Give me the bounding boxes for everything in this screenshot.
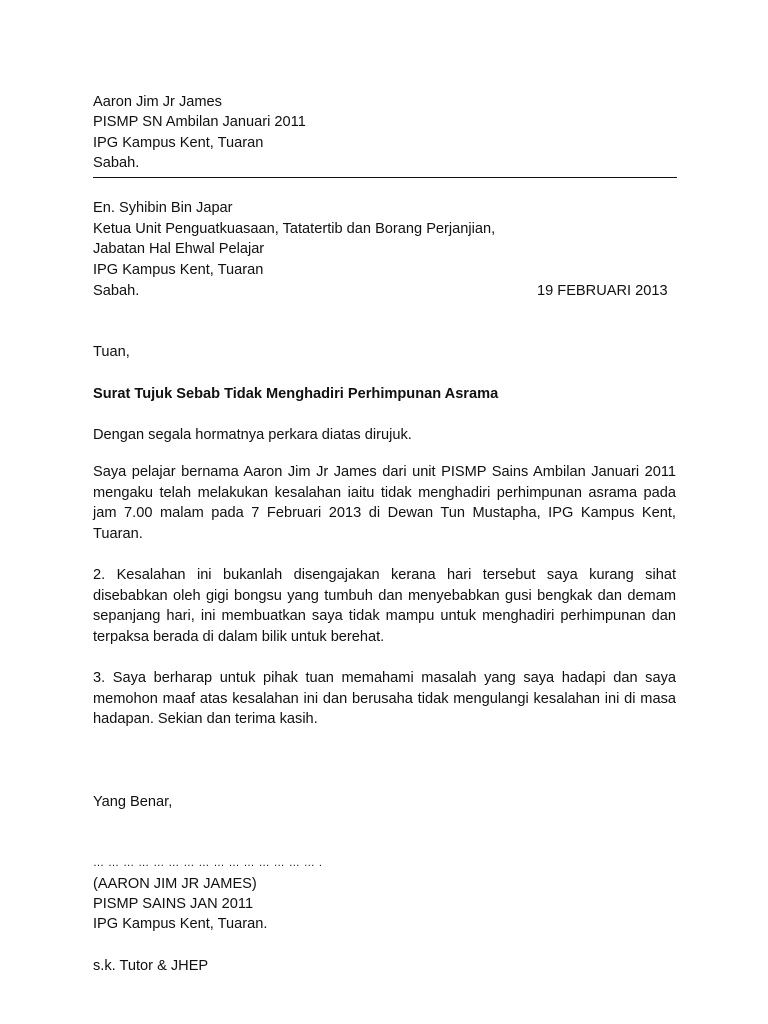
recipient-state: Sabah. — [93, 283, 140, 299]
body-intro: Dengan segala hormatnya perkara diatas dirujuk. — [93, 427, 412, 443]
signature-dots: … … … … … … … … … … … … … … … . — [93, 857, 323, 869]
sender-state: Sabah. — [93, 155, 140, 171]
recipient-department: Jabatan Hal Ehwal Pelajar — [93, 241, 265, 257]
body-paragraph-2: 2. Kesalahan ini bukanlah disengajakan kerana hari tersebut saya kurang sihat disebabkan oleh gigi bongsu yang tumbuh dan menyebabkan gusi bengkak dan demam sepanjang hari, ini membuatkan saya tidak mampu untuk menghadiri perhimpunan dan terpaksa berada di dalam bilik untuk berehat. — [93, 567, 676, 645]
letter-date: 19 FEBRUARI 2013 — [537, 283, 668, 299]
sender-name: Aaron Jim Jr James — [93, 94, 222, 110]
salutation: Tuan, — [93, 344, 130, 360]
cc-line: s.k. Tutor & JHEP — [93, 958, 209, 974]
body-paragraph-3: 3. Saya berharap untuk pihak tuan memahami masalah yang saya hadapi dan saya memohon maaf atas kesalahan ini dan berusaha tidak mengulangi kesalahan ini di masa hadapan. Sekian dan terima kasih. — [93, 670, 676, 728]
closing: Yang Benar, — [93, 794, 173, 810]
signature-institution: IPG Kampus Kent, Tuaran. — [93, 916, 268, 932]
signature-name: (AARON JIM JR JAMES) — [93, 876, 257, 892]
signature-program: PISMP SAINS JAN 2011 — [93, 896, 254, 912]
recipient-name: En. Syhibin Bin Japar — [93, 200, 233, 216]
header-divider — [93, 177, 677, 178]
sender-program: PISMP SN Ambilan Januari 2011 — [93, 114, 306, 130]
subject-line: Surat Tujuk Sebab Tidak Menghadiri Perhimpunan Asrama — [93, 386, 499, 402]
recipient-position: Ketua Unit Penguatkuasaan, Tatatertib dan Borang Perjanjian, — [93, 221, 496, 237]
recipient-institution: IPG Kampus Kent, Tuaran — [93, 262, 264, 278]
sender-institution: IPG Kampus Kent, Tuaran — [93, 135, 264, 151]
body-paragraph-1: Saya pelajar bernama Aaron Jim Jr James dari unit PISMP Sains Ambilan Januari 2011 mengaku telah melakukan kesalahan iaitu tidak menghadiri perhimpunan asrama pada jam 7.00 malam pada 7 Februari 2013 di Dewan Tun Mustapha, IPG Kampus Kent, Tuaran. — [93, 464, 676, 542]
